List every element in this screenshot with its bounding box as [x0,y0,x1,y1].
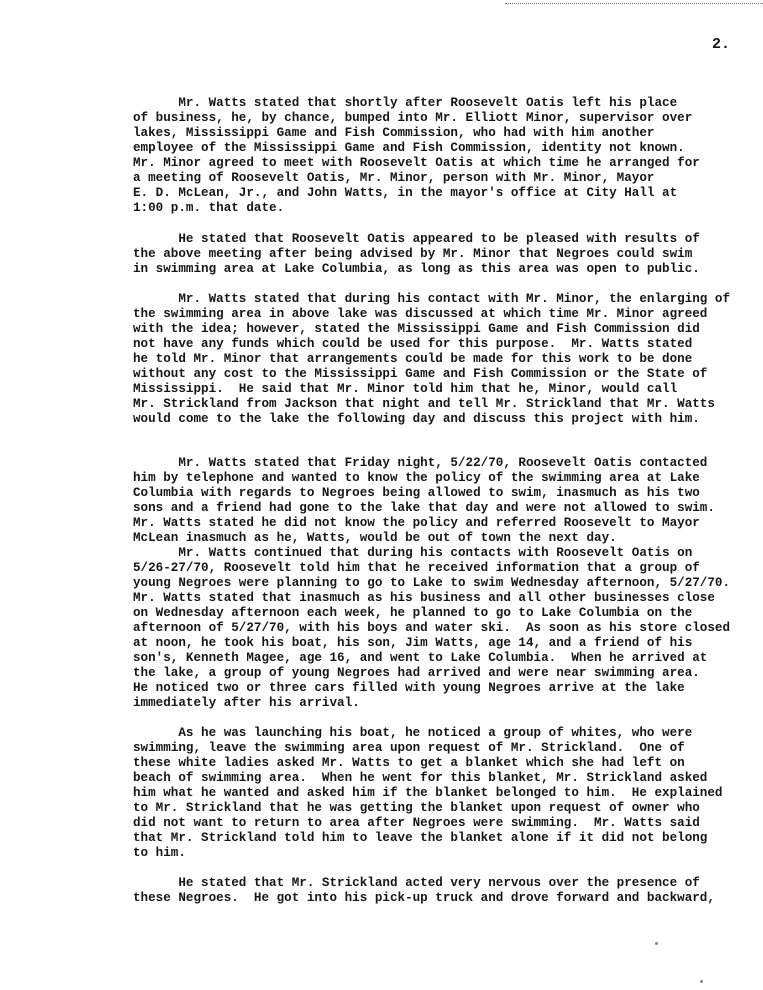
top-edge-rule [505,0,763,4]
text-line: afternoon of 5/27/70, with his boys and water ski. As soon as his store closed [133,620,731,635]
text-line: not have any funds which could be used for this purpose. Mr. Watts stated [133,336,693,351]
scan-speck [655,942,658,945]
text-line: 5/26-27/70, Roosevelt told him that he received information that a group of [133,560,700,575]
text-line: the lake, a group of young Negroes had arrived and were near swimming area. [133,665,700,680]
text-line: swimming, leave the swimming area upon request of Mr. Strickland. One of [133,740,685,755]
paragraph-blanket-request [133,726,733,861]
text-line: did not want to return to area after Negroes were swimming. Mr. Watts said [133,815,700,830]
text-line: Mr. Minor agreed to meet with Roosevelt Oatis at which time he arranged for [133,155,700,170]
text-line: Mr. Strickland from Jackson that night and tell Mr. Strickland that Mr. Watts [133,396,715,411]
text-line: him by telephone and wanted to know the policy of the swimming area at Lake [133,470,700,485]
text-line: he told Mr. Minor that arrangements could be made for this work to be done [133,351,693,366]
text-line: of business, he, by chance, bumped into Mr. Elliott Minor, supervisor over [133,110,693,125]
text-line: young Negroes were planning to go to Lake to swim Wednesday afternoon, 5/27/70. [133,575,731,590]
text-line: Mississippi. He said that Mr. Minor told him that he, Minor, would call [133,381,678,396]
paragraph-minor-meeting [133,96,733,216]
text-line: As he was launching his boat, he noticed a group of whites, who were [133,726,693,740]
text-line: would come to the lake the following day and discuss this project with him. [133,411,700,426]
text-line: a meeting of Roosevelt Oatis, Mr. Minor, person with Mr. Minor, Mayor [133,170,655,185]
text-line: Mr. Watts stated he did not know the policy and referred Roosevelt to Mayor [133,515,700,530]
paragraph-swimming-area-enlargement [133,292,733,427]
text-line: employee of the Mississippi Game and Fish Commission, identity not known. [133,140,685,155]
text-line: Mr. Watts stated that shortly after Roosevelt Oatis left his place [133,96,678,110]
text-line: He noticed two or three cars filled with young Negroes arrive at the lake [133,680,685,695]
text-line: the swimming area in above lake was discussed at which time Mr. Minor agreed [133,306,708,321]
text-line: son's, Kenneth Magee, age 16, and went to Lake Columbia. When he arrived at [133,650,708,665]
text-line: Mr. Watts stated that Friday night, 5/22/70, Roosevelt Oatis contacted [133,456,708,470]
text-line: beach of swimming area. When he went for this blanket, Mr. Strickland asked [133,770,708,785]
text-line: He stated that Mr. Strickland acted very nervous over the presence of [133,876,700,890]
paragraph-strickland-nervous [133,876,733,906]
text-line: He stated that Roosevelt Oatis appeared to be pleased with results of [133,232,700,246]
scan-speck [700,980,703,983]
paragraph-friday-call [133,456,733,546]
paragraph-swim-permission [133,232,733,277]
text-line: lakes, Mississippi Game and Fish Commission, who had with him another [133,125,655,140]
text-line: in swimming area at Lake Columbia, as long as this area was open to public. [133,261,700,276]
text-line: to him. [133,845,186,860]
text-line: that Mr. Strickland told him to leave the blanket alone if it did not belong [133,830,708,845]
text-line: Columbia with regards to Negroes being allowed to swim, inasmuch as his two [133,485,700,500]
text-line: Mr. Watts stated that during his contact with Mr. Minor, the enlarging of [133,292,731,306]
text-line: without any cost to the Mississippi Game and Fish Commission or the State of [133,366,708,381]
text-line: with the idea; however, stated the Mississippi Game and Fish Commission did [133,321,700,336]
text-line: 1:00 p.m. that date. [133,200,285,215]
paragraph-wednesday-visit [133,546,733,710]
text-line: him what he wanted and asked him if the blanket belonged to him. He explained [133,785,723,800]
text-line: the above meeting after being advised by Mr. Minor that Negroes could swim [133,246,693,261]
text-line: these white ladies asked Mr. Watts to get a blanket which she had left on [133,755,685,770]
text-line: Mr. Watts continued that during his contacts with Roosevelt Oatis on [133,546,693,560]
text-line: on Wednesday afternoon each week, he planned to go to Lake Columbia on the [133,605,693,620]
text-line: sons and a friend had gone to the lake that day and were not allowed to swim. [133,500,715,515]
text-line: McLean inasmuch as he, Watts, would be out of town the next day. [133,530,617,545]
text-line: E. D. McLean, Jr., and John Watts, in the mayor's office at City Hall at [133,185,678,200]
text-line: at noon, he took his boat, his son, Jim Watts, age 14, and a friend of his [133,635,693,650]
text-line: these Negroes. He got into his pick-up truck and drove forward and backward, [133,890,715,905]
text-line: Mr. Watts stated that inasmuch as his business and all other businesses close [133,590,715,605]
page-number: 2. [712,36,731,53]
text-line: immediately after his arrival. [133,695,360,710]
text-line: to Mr. Strickland that he was getting the blanket upon request of owner who [133,800,700,815]
